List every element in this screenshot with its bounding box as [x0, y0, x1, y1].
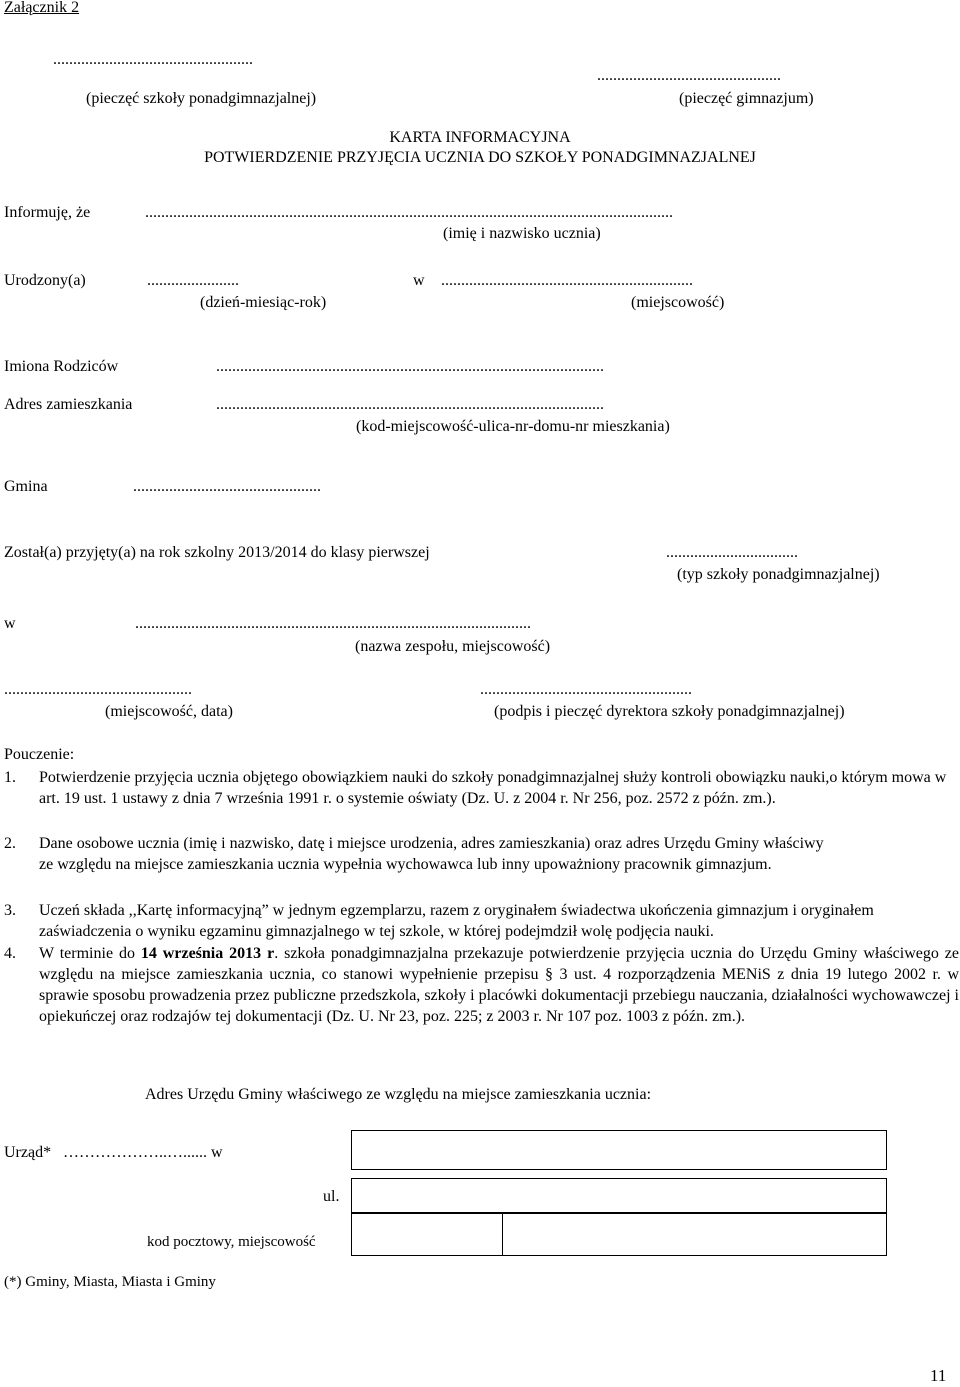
instruction-item-4 — [4, 943, 959, 1027]
gymnasium-stamp-label: (pieczęć gimnazjum) — [679, 90, 814, 107]
footnote: (*) Gminy, Miasta, Miasta i Gminy — [4, 1274, 216, 1290]
school-name-hint: (nazwa zespołu, miejscowość) — [355, 638, 551, 655]
page-number: 11 — [930, 1366, 947, 1385]
instruction-text: Potwierdzenie przyjęcia ucznia objętego obowiązkiem nauki do szkoły ponadgimnazjalnej służy kontroli obowiązku nauki,o którym mowa w art. 19 ust. 1 ustawy z dnia 7 września 1991 r. o systemie oświaty (Dz. U. z 2004 r. Nr 256, poz. 2572 z późn. zm.). — [39, 769, 947, 807]
document-title: KARTA INFORMACYJNA — [389, 129, 571, 146]
signature-hint: (podpis i pieczęć dyrektora szkoły ponadgimnazjalnej) — [494, 703, 845, 720]
office-heading: Adres Urzędu Gminy właściwego ze względu na miejsce zamieszkania ucznia: — [145, 1086, 652, 1103]
instruction-text-line2: ze względu na miejsce zamieszkania ucznia wypełnia wychowawca lub inny upoważniony pracownik gimnazjum. — [39, 856, 772, 873]
instructions-heading: Pouczenie: — [4, 746, 75, 763]
gmina-label: Gmina — [4, 478, 48, 495]
street-box — [351, 1178, 887, 1213]
accepted-statement: Został(a) przyjęty(a) na rok szkolny 2013/2014 do klasy pierwszej — [4, 544, 430, 561]
school-type-field: ................................. — [666, 544, 798, 561]
parents-label: Imiona Rodziców — [4, 358, 119, 375]
instruction-item-1 — [4, 767, 959, 809]
school-name-field: ................................................................................................... — [135, 615, 531, 632]
born-in-label: w — [413, 272, 425, 289]
birth-date-field: ....................... — [147, 272, 239, 289]
instruction-number: 2. — [4, 835, 16, 852]
signature-field: ..................................................... — [480, 681, 692, 698]
instruction-text: Uczeń składa ,,Kartę informacyjną” w jednym egzemplarzu, razem z oryginałem świadectwa ukończenia gimnazjum i oryginałem zaświadczenia o wyniku egzaminu gimnazjalnego w tej szkole, w której podejmdził wolę podjęcia nauki. — [39, 902, 874, 940]
document-subtitle: POTWIERDZENIE PRZYJĘCIA UCZNIA DO SZKOŁY PONADGIMNAZJALNEJ — [204, 149, 756, 166]
birth-date-hint: (dzień-miesiąc-rok) — [200, 294, 327, 311]
office-dots: ………………..…...... w — [63, 1144, 223, 1161]
gmina-field: ............................................... — [133, 478, 321, 495]
postal-code-box — [351, 1213, 503, 1256]
street-label: ul. — [323, 1188, 340, 1205]
birth-place-hint: (miejscowość) — [631, 294, 725, 311]
place-date-field: ............................................... — [4, 681, 192, 698]
student-name-hint: (imię i nazwisko ucznia) — [443, 225, 601, 242]
instruction-item-3 — [4, 900, 959, 942]
instruction-text-line1: Dane osobowe ucznia (imię i nazwisko, datę i miejsce urodzenia, adres zamieszkania) oraz adres Urzędu Gminy właściwy — [39, 835, 824, 852]
instruction-item-2 — [4, 833, 959, 875]
postal-label: kod pocztowy, miejscowość — [147, 1234, 316, 1250]
gymnasium-stamp-dots: .............................................. — [597, 67, 781, 84]
instruction-number: 4. — [4, 945, 16, 962]
address-label: Adres zamieszkania — [4, 396, 133, 413]
school-stamp-label: (pieczęć szkoły ponadgimnazjalnej) — [86, 90, 317, 107]
attachment-label: Załącznik 2 — [4, 0, 80, 16]
place-date-hint: (miejscowość, data) — [105, 703, 233, 720]
parents-field: ................................................................................................. — [216, 358, 604, 375]
city-box — [502, 1213, 887, 1256]
school-stamp-dots: .................................................. — [53, 51, 253, 68]
birth-place-field: ............................................................... — [441, 272, 693, 289]
born-label: Urodzony(a) — [4, 272, 86, 289]
office-label: Urząd* — [4, 1144, 52, 1161]
address-hint: (kod-miejscowość-ulica-nr-domu-nr mieszkania) — [356, 418, 670, 435]
instruction-number: 1. — [4, 769, 16, 786]
deadline-date: 14 września 2013 r — [140, 945, 275, 962]
office-name-box — [351, 1130, 887, 1170]
student-name-field: .................................................................................................................................... — [145, 204, 673, 221]
school-in-label: w — [4, 615, 16, 632]
instruction-text: W terminie do 14 września 2013 r. szkoła ponadgimnazjalna przekazuje potwierdzenie przyjęcia ucznia do Urzędu Gminy właściwego ze względu na miejsce zamieszkania ucznia, co stanowi wypełnienie przepisu § 3 ust. 4 rozporządzenia MENiS z dnia 19 lutego 2002 r. w sprawie sposobu prowadzenia przez publiczne przedszkola, szkoły i placówki dokumentacji przebiegu nauczania, działalności wychowawczej i opiekuńczej oraz rodzajów tej dokumentacji (Dz. U. Nr 23, poz. 225; z 2003 r. Nr 107 poz. 1003 z późn. zm.). — [39, 945, 960, 1025]
instruction-number: 3. — [4, 902, 16, 919]
address-field: ................................................................................................. — [216, 396, 604, 413]
inform-label: Informuję, że — [4, 204, 91, 221]
school-type-hint: (typ szkoły ponadgimnazjalnej) — [677, 566, 880, 583]
